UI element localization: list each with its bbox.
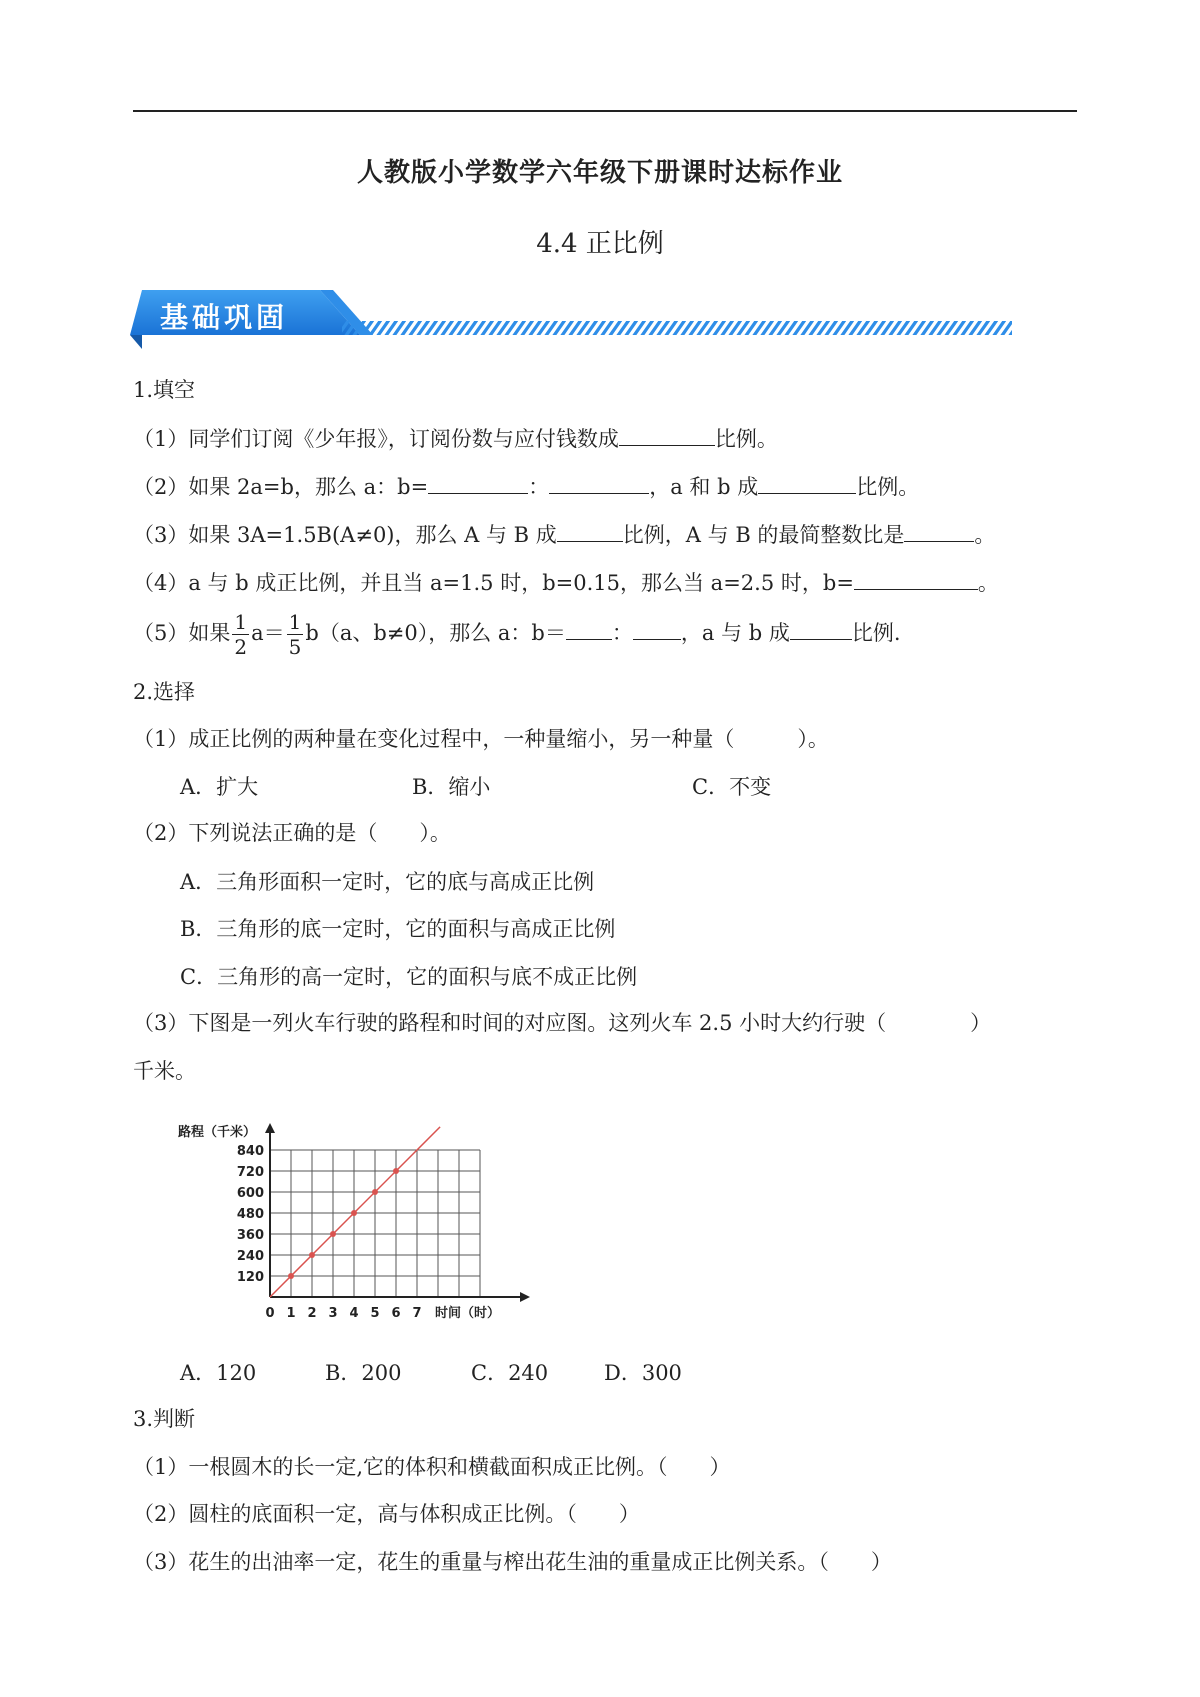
choice-q3-option-a[interactable]: A．120: [180, 1361, 257, 1385]
data-point: [372, 1189, 378, 1195]
data-point: [330, 1231, 336, 1237]
section3-heading: 3.判断: [133, 1407, 196, 1431]
choice-q2-option-b[interactable]: B．三角形的底一定时，它的面积与高成正比例: [180, 917, 616, 941]
x-tick-label: 7: [412, 1306, 422, 1321]
data-point: [351, 1210, 357, 1216]
choice-q3-option-c[interactable]: C．240: [471, 1361, 549, 1385]
x-axis-label: 时间（时）: [435, 1306, 501, 1321]
header-rule: [133, 110, 1077, 112]
choice-q2-option-c[interactable]: C．三角形的高一定时，它的面积与底不成正比例: [180, 965, 638, 989]
answer-blank[interactable]: [790, 617, 852, 640]
x-tick-label: 0: [265, 1306, 275, 1321]
x-tick-label: 4: [349, 1306, 359, 1321]
choice-q3-option-b[interactable]: B．200: [325, 1361, 402, 1385]
x-tick-label: 1: [286, 1306, 296, 1321]
x-axis-arrow: [520, 1292, 530, 1302]
x-tick-label: 3: [328, 1306, 338, 1321]
answer-blank[interactable]: [566, 617, 612, 640]
y-tick-label: 360: [236, 1228, 264, 1243]
choice-q1-option-a[interactable]: A．扩大: [180, 775, 259, 799]
judge-q2: （2）圆柱的底面积一定，高与体积成正比例。（ ）: [133, 1502, 640, 1526]
answer-blank[interactable]: [633, 617, 681, 640]
fill-q5: （5）如果 $\frac{1}{2}$ a＝ $\frac{1}{5}$ b（a、b≠0），那么 a：b＝ ： ，a 与 b 成 比例.: [133, 610, 901, 659]
judge-q1: （1）一根圆木的长一定,它的体积和横截面积成正比例。（ ）: [133, 1455, 731, 1479]
y-tick-label: 720: [236, 1165, 264, 1180]
lesson-subtitle: 4.4 正比例: [536, 229, 664, 259]
choice-q3: （3）下图是一列火车行驶的路程和时间的对应图。这列火车 2.5 小时大约行驶（ ）: [133, 1011, 992, 1035]
answer-blank[interactable]: [557, 519, 623, 542]
answer-blank[interactable]: [619, 423, 715, 446]
x-tick-label: 6: [391, 1306, 401, 1321]
section2-heading: 2.选择: [133, 680, 196, 704]
x-tick-label: 5: [370, 1306, 380, 1321]
fill-q2: （2）如果 2a=b，那么 a：b= ： ，a 和 b 成 比例。: [133, 471, 919, 502]
y-tick-label: 480: [236, 1207, 264, 1222]
choice-q2: （2）下列说法正确的是（ ）。: [133, 821, 451, 845]
banner-label: 基础巩固: [160, 301, 289, 334]
y-tick-label: 240: [236, 1249, 264, 1264]
answer-blank[interactable]: [428, 471, 528, 494]
answer-blank[interactable]: [549, 471, 649, 494]
fill-q1: （1）同学们订阅《少年报》，订阅份数与应付钱数成 比例。: [133, 423, 778, 454]
fraction: $\frac{1}{5}$: [288, 610, 302, 659]
section1-heading: 1.填空: [133, 378, 196, 402]
fraction: $\frac{1}{2}$: [234, 610, 248, 659]
answer-blank[interactable]: [904, 519, 974, 542]
choice-q3-continued: 千米。: [133, 1059, 196, 1083]
y-axis-arrow: [265, 1123, 275, 1133]
y-tick-label: 120: [236, 1270, 264, 1285]
y-tick-label: 600: [236, 1186, 264, 1201]
fill-q3: （3）如果 3A=1.5B(A≠0)，那么 A 与 B 成 比例，A 与 B 的最简整数比是 。: [133, 519, 995, 550]
fill-q4: （4）a 与 b 成正比例，并且当 a=1.5 时，b=0.15，那么当 a=2.5 时，b= 。: [133, 567, 999, 598]
choice-q1: （1）成正比例的两种量在变化过程中，一种量缩小，另一种量（ ）。: [133, 727, 829, 751]
answer-blank[interactable]: [854, 567, 978, 590]
choice-q1-option-c[interactable]: C．不变: [692, 775, 772, 799]
choice-q1-option-b[interactable]: B．缩小: [412, 775, 491, 799]
data-point: [288, 1273, 294, 1279]
choice-q2-option-a[interactable]: A．三角形面积一定时，它的底与高成正比例: [180, 870, 595, 894]
data-point: [393, 1168, 399, 1174]
judge-q3: （3）花生的出油率一定，花生的重量与榨出花生油的重量成正比例关系。（ ）: [133, 1550, 892, 1574]
page-title: 人教版小学数学六年级下册课时达标作业: [356, 158, 843, 188]
choice-q3-option-d[interactable]: D．300: [604, 1361, 682, 1385]
answer-blank[interactable]: [758, 471, 856, 494]
x-tick-label: 2: [307, 1306, 317, 1321]
y-axis-label: 路程（千米）: [178, 1125, 257, 1140]
data-point: [309, 1252, 315, 1258]
distance-time-chart: [160, 1105, 560, 1335]
y-tick-label: 840: [236, 1144, 264, 1159]
